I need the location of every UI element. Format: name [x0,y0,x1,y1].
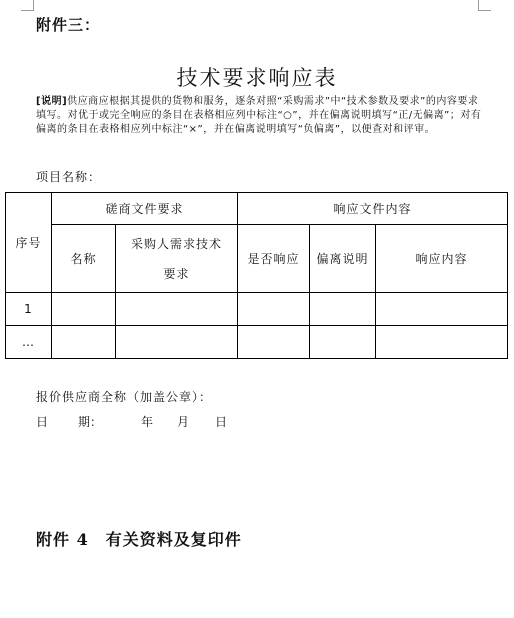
note-label: [说明] [36,96,68,107]
row-name-cell[interactable] [52,293,116,326]
header-technical-requirement-line2: 要求 [163,266,190,281]
header-whether-respond: 是否响应 [238,225,310,293]
date-day: 日 [215,415,228,429]
header-response-detail: 响应内容 [376,225,508,293]
row-deviation-cell[interactable] [310,326,376,359]
table-row [6,326,508,359]
document-title: 技术要求响应表 [176,66,338,90]
project-name-label: 项目名称： [36,170,102,184]
header-response-content: 响应文件内容 [238,193,508,225]
header-name: 名称 [52,225,116,293]
row-deviation-cell[interactable] [310,293,376,326]
page-corner-mark-left [21,0,34,11]
table-header-row-2 [6,225,508,293]
row-name-cell[interactable] [52,326,116,359]
header-seq: 序号 [6,193,52,293]
response-table [5,192,508,359]
header-technical-requirement-line1: 采购人需求技术 [131,236,223,251]
note-text: 供应商应根据其提供的货物和服务，逐条对照“采购需求”中“技术参数及要求”的内容要求填写。对优于或完全响应的条目在表格相应列中标注“○”，并在偏离说明填写“正/无偏离”；对有偏离的条目在表格相应列中标注“×”，并在偏离说明填写“负偏离”，以便查对和评审。 [36,96,482,135]
annex3-heading: 附件三： [36,16,101,34]
row-whether-cell[interactable] [238,293,310,326]
row-seq: … [6,326,52,359]
header-technical-requirement [116,225,238,293]
row-seq: 1 [6,293,52,326]
table-header-row-1 [6,193,508,225]
annex4-heading: 附件 4 有关资料及复印件 [36,530,242,549]
header-deviation-note: 偏离说明 [310,225,376,293]
row-content-cell[interactable] [376,326,508,359]
table-row [6,293,508,326]
date-year: 年 [141,415,154,429]
instruction-note [36,95,482,137]
date-month: 月 [177,415,190,429]
supplier-signature-label: 报价供应商全称（加盖公章）： [36,390,213,404]
row-requirement-cell[interactable] [116,326,238,359]
date-label-ri: 日 [36,415,49,429]
date-line [36,413,256,429]
row-whether-cell[interactable] [238,326,310,359]
date-label-qi: 期： [78,415,103,429]
row-content-cell[interactable] [376,293,508,326]
header-tender-requirements: 磋商文件要求 [52,193,238,225]
row-requirement-cell[interactable] [116,293,238,326]
page-corner-mark-right [478,0,491,11]
